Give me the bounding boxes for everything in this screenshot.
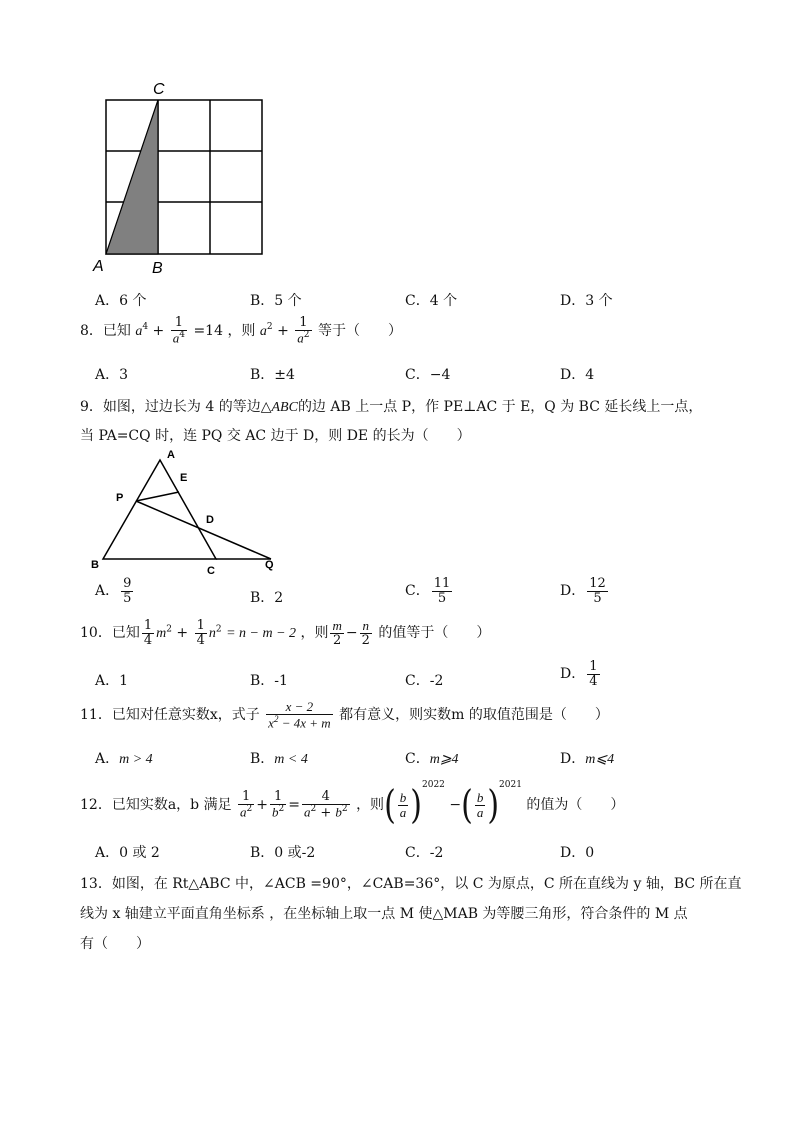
q8-option-a: A．3 [95,367,129,383]
q9-option-c: C． $\frac{11}{5}$ [405,576,451,606]
q9-line1a: 9．如图，过边长为 4 的等边 [80,399,261,415]
question-8: 8．已知 $a^4$ + $\frac{1}{a^4}$ =14 ，则 $a^2$ + $\frac{1}{a^2}$ 等于（ ） [80,315,402,345]
q12-label: 12．已知实数a，b 满足 [80,797,232,813]
q7-option-d: D．3 个 [560,293,613,309]
q8-mid: ，则 [227,322,256,339]
q11-label: 11．已知对任意实数x，式子 [80,706,260,723]
question-12: 12．已知实数a，b 满足 $\frac{1}{a^2}$ + $\frac{1}{b^2}$ = $\frac{4}{a^2 + b^2}$ ，则( $\frac{b}{a}$ )$^{2022}$ −( $\frac{b}{a}$ )$^{2021}$ 的值为（ ） [80,780,625,828]
q12-option-d: D．0 [560,845,595,861]
q10-option-c: C．-2 [405,673,444,689]
question-11: 11．已知对任意实数x，式子 $\frac{x - 2}{x^2 - 4x + m}$ 都有意义，则实数m 的取值范围是（ ） [80,699,609,730]
question-10: 10．已知 $\frac{1}{4}$ $m^2$ + $\frac{1}{4}$ $n^2 = n - m - 2$ ，则 $\frac{m}{2}$ − $\frac{n}{2}$ 的值等于（ ） [80,618,491,648]
q8-tail: 等于（ ） [317,322,402,339]
label-A: A [93,258,104,275]
grid-triangle-figure [90,78,280,278]
question-13-line3: 有（ ） [80,936,150,952]
label-C: C [153,81,165,98]
q7-option-c: C．4 个 [405,293,458,309]
triangle-pq-figure [88,446,288,576]
q8-option-d: D．4 [560,367,595,383]
q9-triangle: △ABC [260,400,298,415]
q8-label: 8．已知 [80,322,131,339]
fig9-label-B: B [91,559,99,571]
q10-option-a: A．1 [95,673,129,689]
question-9-line2: 当 PA=CQ 时，连 PQ 交 AC 边于 D，则 DE 的长为（ ） [80,428,471,444]
q12-tail: 的值为（ ） [526,797,625,813]
q11-option-b: B．m < 4 [250,751,308,767]
q10-option-d: D． $\frac{1}{4}$ [560,659,598,689]
q9-option-b: B．2 [250,590,284,606]
q12-mid: ，则 [356,797,385,813]
q12-option-c: C．-2 [405,845,444,861]
q12-option-b: B．0 或-2 [250,845,316,861]
question-9-line1 [80,396,702,416]
q12-exp2: 2021 [499,780,522,790]
q11-tail: 都有意义，则实数m 的取值范围是（ ） [339,706,609,723]
q10-eq: = n − m − 2 [226,626,297,642]
q11-option-c: C．m⩾4 [405,751,459,767]
q11-option-a: A．m > 4 [95,751,153,767]
q11-option-d: D．m⩽4 [560,751,615,767]
label-B: B [152,260,163,277]
fig9-label-E: E [180,472,188,484]
fig9-label-C: C [207,565,215,576]
fig9-label-A: A [167,449,175,461]
fig9-label-Q: Q [265,559,274,571]
q10-label: 10．已知 [80,625,140,642]
q10-option-b: B．-1 [250,673,288,689]
q9-option-a: A． $\frac{9}{5}$ [95,576,132,606]
q11-numerator: x − 2 [266,700,332,715]
q9-option-d: D． $\frac{12}{5}$ [560,576,606,606]
shaded-triangle [106,100,158,254]
q8-option-b: B．±4 [250,367,295,383]
question-13-line1: 13．如图，在 Rt△ABC 中，∠ACB =90°，∠CAB=36°，以 C 为原点，C 所在直线为 y 轴，BC 所在直 [80,876,742,892]
q8-eq: =14 [193,322,223,339]
question-13-line2: 线为 x 轴建立平面直角坐标系 ，在坐标轴上取一点 M 使△MAB 为等腰三角形，符合条件的 M 点 [80,906,688,922]
q7-option-a: A．6 个 [95,293,147,309]
q10-mid: ，则 [300,625,329,642]
q8-option-c: C．−4 [405,367,451,383]
q12-exp1: 2022 [422,780,445,790]
q9-line1b: 的边 AB 上一点 P，作 PE⊥AC 于 E，Q 为 BC 延长线上一点， [297,399,703,415]
q10-tail: 的值等于（ ） [378,625,491,642]
q7-option-b: B．5 个 [250,293,302,309]
q12-option-a: A．0 或 2 [95,845,160,861]
fig9-label-P: P [116,492,124,504]
fig9-label-D: D [206,514,214,526]
